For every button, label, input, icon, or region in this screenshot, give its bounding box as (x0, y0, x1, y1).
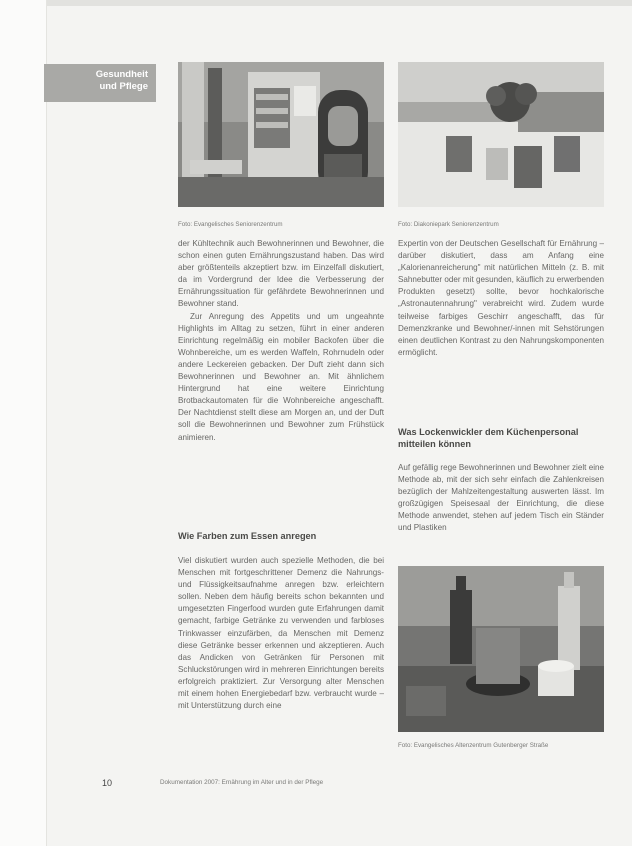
body-paragraph: Expertin von der Deutschen Gesellschaft für Ernährung – darüber diskutiert, dass am Anfang eine „Kalorienanreicherung" mit natürlichen Mitteln (z. B. mit Sahnebutter oder mit gesunden, käuflich zu erwerbenden Produkten gesetzt) sollte, bevor hochkalorische „Astronautennahrung" verabreicht wird. Zudem wurde teilweise farbiges Geschirr angeschafft, das für Demenzkranke und Bewohner/-innen mit Sehstörungen einen deutlichen Kontrast zu den Nahrungskomponenten ermöglicht. (398, 239, 604, 357)
section-tab (44, 64, 156, 102)
body-paragraph: der Kühltechnik auch Bewohnerinnen und Bewohner, die schon einen guten Ernährungszustand haben. Das wird aber größtenteils akzeptiert bzw. im Einzelfall diskutiert, da im Vordergrund der Idee die Verbesserung der Ernährungssituation für gefährdete Bewohnerinnen und Bewohner stand. (178, 239, 384, 309)
body-paragraph: Viel diskutiert wurden auch spezielle Methoden, die bei Menschen mit fortgeschrittener Demenz die Nahrungs- und Flüssigkeitsaufnahme anregen bzw. erleichtern sollen. Neben dem häufig bereits schon bekannten und umgesetzten Fingerfood wurden gute Erfahrungen damit gemacht, farbige Getränke zu verwenden und farbloses Trinkwasser einzufärben, da Menschen mit Demenz diese Getränke besser erkennen und akzeptieren. Auch das Andicken von Getränken für Personen mit Schluckstörungen wird in mehreren Einrichtungen bereits erfolgreich praktiziert. Zur Versorgung alter Menschen mit einem hohen Energiebedarf bzw. verbraucht wurde – mit Unterstützung durch eine (178, 556, 384, 711)
page-margin (0, 0, 47, 846)
photo-vending-machine (178, 62, 384, 207)
section-label-line2: und Pflege (99, 81, 148, 92)
photo3-caption: Foto: Evangelisches Altenzentrum Gutenberger Straße (398, 742, 549, 749)
right-column-upper (398, 238, 604, 359)
heading-line: mitteilen können (398, 439, 471, 449)
top-edge (0, 0, 632, 6)
left-column-lower (178, 555, 384, 712)
page-number: 10 (102, 778, 113, 788)
photo2-caption: Foto: Diakoniepark Seniorenzentrum (398, 221, 499, 228)
right-column-lower (398, 462, 604, 535)
section-label-line1: Gesundheit (95, 69, 148, 80)
left-column-upper (178, 238, 384, 444)
body-paragraph: Auf gefällig rege Bewohnerinnen und Bewohner zielt eine Methode ab, mit der sich sehr einfach die Zahlenkreisen bezüglich der Mahlzeitengestaltung auswerten lässt. Im großzügigen Speisesaal der Einrichtung, die diese Methode anwendet, stehen auf jedem Tisch ein Ständer und Plastiken (398, 463, 604, 533)
heading-line: Was Lockenwickler dem Küchenpersonal (398, 427, 579, 437)
body-paragraph: Zur Anregung des Appetits und um ungeahnte Highlights im Alltag zu setzen, führt in einer anderen Einrichtung regelmäßig ein mobiler Backofen über die Wohnbereiche, um es werden Waffeln, Rohrnudeln oder andere Leckereien gebacken. Der Duft zieht dann sich Bewohnerinnen und Bewohner an. Mit ähnlichem Hintergrund hat eine weitere Einrichtung Brotbackautomaten für die Wohnbereiche angeschafft. Der Nachtdienst stellt diese am Morgen an, und der Duft soll die Bewohnerinnen und Bewohner zum Frühstück animieren. (178, 311, 384, 442)
photo1-caption: Foto: Evangelisches Seniorenzentrum (178, 221, 283, 228)
section-heading: Wie Farben zum Essen anregen (178, 531, 317, 541)
photo-table-bottles (398, 566, 604, 732)
photo-table-glasses (398, 62, 604, 207)
footer-text: Dokumentation 2007: Ernährung im Alter und in der Pflege (160, 779, 324, 786)
section-heading (398, 426, 608, 450)
